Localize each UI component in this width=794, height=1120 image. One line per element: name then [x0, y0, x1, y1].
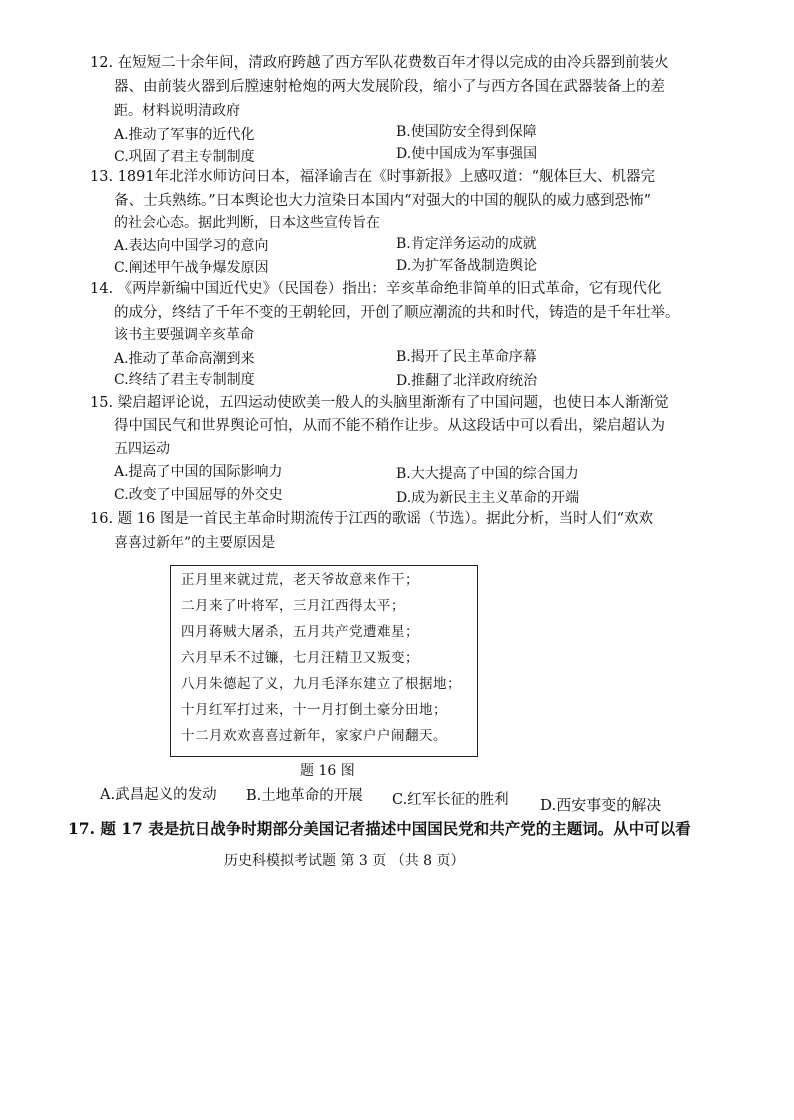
poem-line-6: 十月红军打过来，十一月打倒土豪分田地； [181, 702, 447, 718]
figure-16-caption: 题 16 图 [300, 763, 355, 779]
q12-option-a[interactable]: A.推动了军事的近代化 [114, 127, 255, 143]
q13-stem-line-1: 13. 1891年北洋水师访问日本，福泽谕吉在《时事新报》上感叹道：“舰体巨大、机器完 [90, 169, 655, 185]
poem-line-2: 二月来了叶将军，三月江西得太平； [181, 598, 405, 614]
q12-option-b[interactable]: B.使国防安全得到保障 [396, 124, 537, 140]
q15-stem-line-3: 五四运动 [114, 441, 170, 457]
q12-stem-line-2: 器、由前装火器到后膛速射枪炮的两大发展阶段，缩小了与西方各国在武器装备上的差 [114, 79, 665, 95]
q16-option-c[interactable]: C.红军长征的胜利 [392, 792, 509, 808]
q15-option-d[interactable]: D.成为新民主主义革命的开端 [396, 490, 580, 506]
q12-stem-line-1: 12. 在短短二十余年间，清政府跨越了西方军队花费数百年才得以完成的由冷兵器到前装火 [90, 55, 669, 71]
q13-stem-line-3: 的社会心态。据此判断，日本这些宣传旨在 [114, 215, 380, 231]
q13-stem-line-2: 备、士兵熟练。”日本舆论也大力渲染日本国内“对强大的中国的舰队的威力感到恐怖” [114, 193, 651, 209]
q14-option-c[interactable]: C.终结了君主专制制度 [114, 372, 255, 388]
q16-stem-line-1: 16. 题 16 图是一首民主革命时期流传于江西的歌谣（节选）。据此分析，当时人们“欢欢 [90, 511, 653, 527]
q14-option-d[interactable]: D.推翻了北洋政府统治 [396, 373, 538, 389]
q13-option-d[interactable]: D.为扩军备战制造舆论 [396, 258, 538, 274]
q14-stem-line-1: 14. 《两岸新编中国近代史》（民国卷）指出：辛亥革命绝非简单的旧式革命，它有现代化 [90, 281, 662, 297]
poem-line-5: 八月朱德起了义，九月毛泽东建立了根据地； [181, 676, 461, 692]
q12-stem-line-3: 距。材料说明清政府 [114, 103, 240, 119]
q12-option-d[interactable]: D.使中国成为军事强国 [396, 146, 538, 162]
q16-stem-line-2: 喜喜过新年”的主要原因是 [114, 535, 276, 551]
q13-option-b[interactable]: B.肯定洋务运动的成就 [396, 236, 537, 252]
q15-option-b[interactable]: B.大大提高了中国的综合国力 [396, 466, 579, 482]
q13-option-a[interactable]: A.表达向中国学习的意向 [114, 238, 269, 254]
q12-option-c[interactable]: C.巩固了君主专制制度 [114, 149, 255, 165]
q13-option-c[interactable]: C.阐述甲午战争爆发原因 [114, 260, 269, 276]
q15-stem-line-2: 得中国民气和世界舆论可怕，从而不能不稍作让步。从这段话中可以看出，梁启超认为 [114, 418, 665, 434]
poem-line-4: 六月早禾不过镰，七月汪精卫又叛变； [181, 650, 419, 666]
q17-stem-line-1: 17. 题 17 表是抗日战争时期部分美国记者描述中国国民党和共产党的主题词。从中可以看 [68, 819, 691, 838]
q16-option-a[interactable]: A.武昌起义的发动 [100, 787, 217, 803]
poem-line-7: 十二月欢欢喜喜过新年，家家户户闹翻天。 [181, 728, 447, 744]
poem-line-3: 四月蒋贼大屠杀，五月共产党遭难星； [181, 624, 419, 640]
q16-option-b[interactable]: B.土地革命的开展 [246, 788, 363, 804]
q15-stem-line-1: 15. 梁启超评论说，五四运动使欧美一般人的头脑里渐渐有了中国问题，也使日本人渐渐觉 [90, 395, 669, 411]
q16-option-d[interactable]: D.西安事变的解决 [540, 796, 662, 814]
poem-line-1: 正月里来就过荒，老天爷故意来作干； [181, 572, 419, 588]
q14-stem-line-3: 该书主要强调辛亥革命 [114, 327, 254, 343]
folk-song-box [170, 565, 478, 757]
q14-option-b[interactable]: B.揭开了民主革命序幕 [396, 349, 537, 365]
q14-stem-line-2: 的成分，终结了千年不变的王朝轮回，开创了顺应潮流的共和时代，铸造的是千年壮举。 [114, 305, 680, 321]
q15-option-c[interactable]: C.改变了中国屈辱的外交史 [114, 487, 283, 503]
q15-option-a[interactable]: A.提高了中国的国际影响力 [114, 464, 283, 480]
page-footer: 历史科模拟考试题 第 3 页 （共 8 页） [224, 853, 465, 869]
q14-option-a[interactable]: A.推动了革命高潮到来 [114, 351, 255, 367]
